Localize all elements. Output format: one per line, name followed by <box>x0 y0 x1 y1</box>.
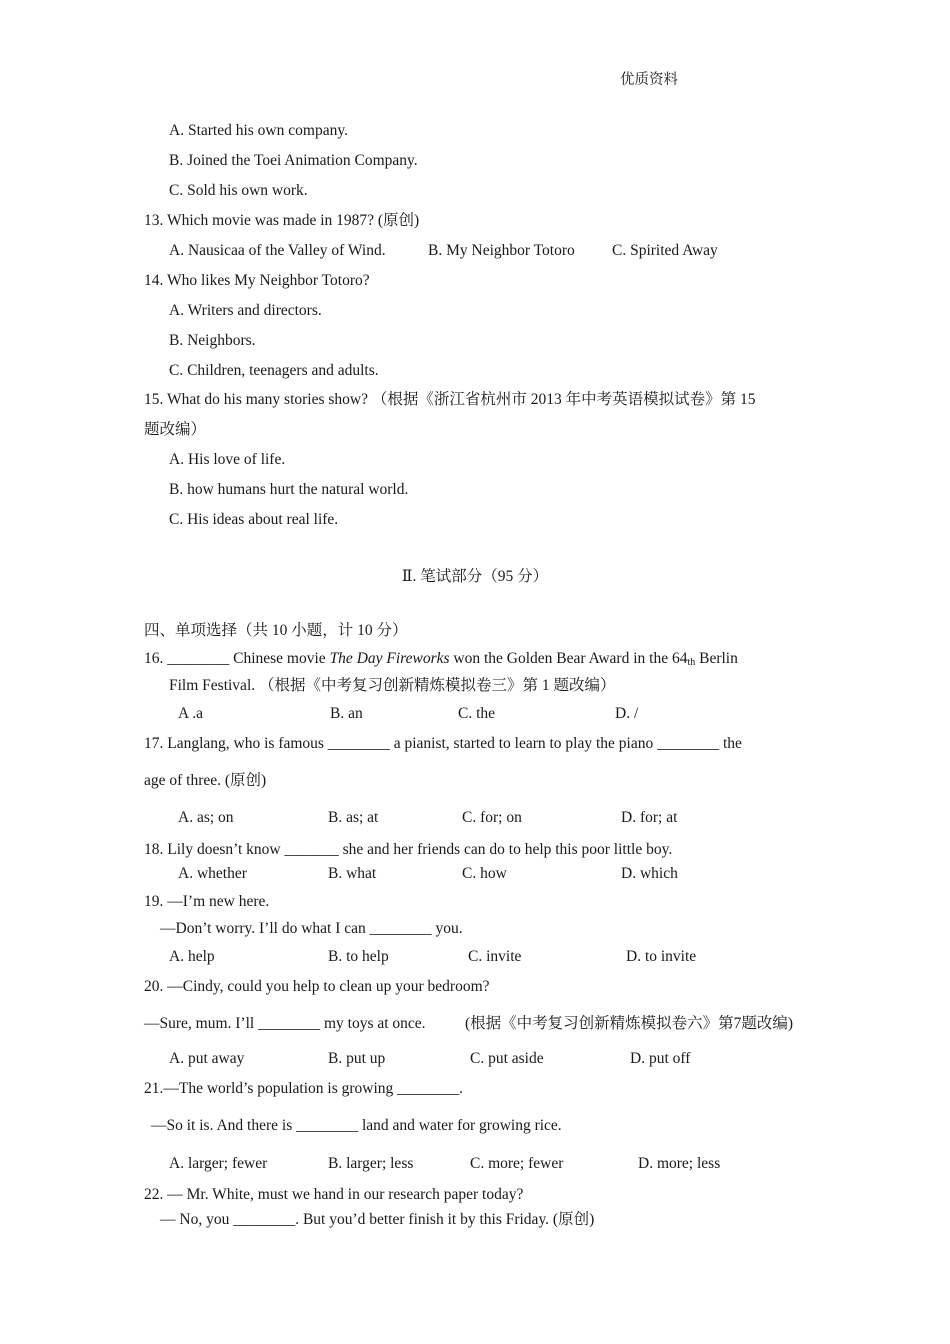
q16-movie-title: The Day Fireworks <box>329 650 450 667</box>
q18-option-c: C. how <box>462 865 507 882</box>
q19-line2: —Don’t worry. I’ll do what I can ________ you. <box>160 920 463 937</box>
q15-stem-line1: 15. What do his many stories show? （根据《浙江省杭州市 2013 年中考英语模拟试卷》第 15 <box>144 391 756 408</box>
q20-option-c: C. put aside <box>470 1050 544 1067</box>
q19-option-d: D. to invite <box>626 948 697 965</box>
q19-option-a: A. help <box>169 948 215 965</box>
q17-option-a: A. as; on <box>178 809 234 826</box>
q21-line1: 21.—The world’s population is growing ________. <box>144 1080 464 1097</box>
q21-option-c: C. more; fewer <box>470 1155 564 1172</box>
section-title: Ⅱ. 笔试部分（95 分） <box>401 568 549 585</box>
q14-option-c: C. Children, teenagers and adults. <box>169 362 379 379</box>
q13-option-b: B. My Neighbor Totoro <box>428 242 575 259</box>
q21-line2: —So it is. And there is ________ land and water for growing rice. <box>151 1117 562 1134</box>
q16-mid: won the Golden Bear Award in the 64 <box>449 650 688 667</box>
q16-stem-line1 <box>144 649 738 673</box>
q19-option-b: B. to help <box>328 948 389 965</box>
q18-stem: 18. Lily doesn’t know _______ she and her friends can do to help this poor little boy. <box>144 841 673 858</box>
q20-option-a: A. put away <box>169 1050 245 1067</box>
q17-option-d: D. for; at <box>621 809 678 826</box>
q13-option-a: A. Nausicaa of the Valley of Wind. <box>169 242 386 259</box>
q18-option-a: A. whether <box>178 865 247 882</box>
q16-pre: 16. ________ Chinese movie <box>144 650 330 667</box>
q21-option-d: D. more; less <box>638 1155 721 1172</box>
q16-option-a: A .a <box>178 705 203 722</box>
q22-line2: — No, you ________. But you’d better finish it by this Friday. (原创) <box>160 1211 595 1228</box>
page-header: 优质资料 <box>620 72 678 88</box>
q16-option-c: C. the <box>458 705 496 722</box>
q20-option-d: D. put off <box>630 1050 691 1067</box>
q19-option-c: C. invite <box>468 948 522 965</box>
q15-option-a: A. His love of life. <box>169 451 286 468</box>
q16-ordinal: th <box>687 657 696 668</box>
part-title: 四、单项选择（共 10 小题，计 10 分） <box>144 622 408 639</box>
q15-option-b: B. how humans hurt the natural world. <box>169 481 409 498</box>
q16-post: Berlin <box>695 650 738 667</box>
q20-option-b: B. put up <box>328 1050 386 1067</box>
q18-option-d: D. which <box>621 865 678 882</box>
q17-option-b: B. as; at <box>328 809 379 826</box>
q15-stem-line2: 题改编） <box>144 421 207 438</box>
q19-line1: 19. —I’m new here. <box>144 893 270 910</box>
q14-option-b: B. Neighbors. <box>169 332 256 349</box>
q13-stem: 13. Which movie was made in 1987? (原创) <box>144 212 420 229</box>
q17-stem-line1: 17. Langlang, who is famous ________ a pianist, started to learn to play the piano ________ the <box>144 735 742 752</box>
q16-option-b: B. an <box>330 705 363 722</box>
q14-stem: 14. Who likes My Neighbor Totoro? <box>144 272 370 289</box>
q16-stem-line2: Film Festival. （根据《中考复习创新精炼模拟卷三》第 1 题改编） <box>169 677 616 694</box>
q16-option-d: D. / <box>615 705 639 722</box>
q12-option-c: C. Sold his own work. <box>169 182 308 199</box>
q20-line1: 20. —Cindy, could you help to clean up your bedroom? <box>144 978 490 995</box>
q20-line2: —Sure, mum. I’ll ________ my toys at once. <box>144 1015 426 1032</box>
q15-option-c: C. His ideas about real life. <box>169 511 339 528</box>
q17-stem-line2: age of three. (原创) <box>144 772 267 789</box>
q17-option-c: C. for; on <box>462 809 522 826</box>
q21-option-a: A. larger; fewer <box>169 1155 268 1172</box>
q18-option-b: B. what <box>328 865 377 882</box>
q21-option-b: B. larger; less <box>328 1155 414 1172</box>
q14-option-a: A. Writers and directors. <box>169 302 322 319</box>
q13-option-c: C. Spirited Away <box>612 242 718 259</box>
q12-option-b: B. Joined the Toei Animation Company. <box>169 152 418 169</box>
q12-option-a: A. Started his own company. <box>169 122 348 139</box>
q20-source-note: (根据《中考复习创新精炼模拟卷六》第7题改编) <box>465 1015 794 1032</box>
q22-line1: 22. — Mr. White, must we hand in our research paper today? <box>144 1186 524 1203</box>
